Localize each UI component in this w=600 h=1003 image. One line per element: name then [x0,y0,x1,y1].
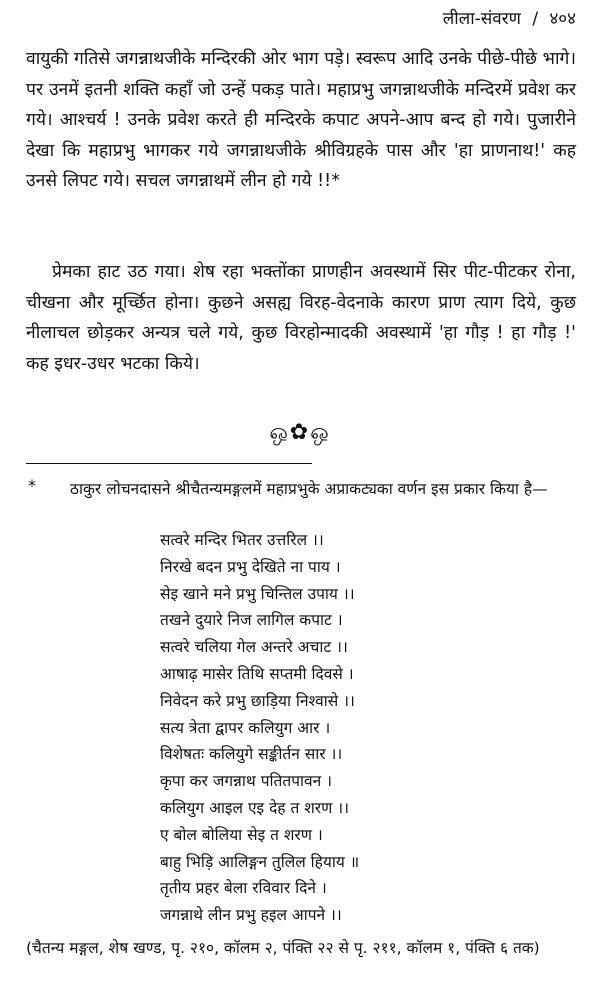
verse-line: कृपा कर जगन्नाथ पतितपावन । [160,772,333,791]
verse-line: विशेषतः कलियुगे सङ्कीर्तन सार ।। [160,745,343,764]
verse-line: सत्वरे चलिया गेल अन्तरे अचाट ।। [160,638,348,657]
verse-line: तखने दुयारे निज लागिल कपाट । [160,611,343,630]
footnote-marker: * [28,476,36,495]
verse-line: सेइ खाने मने प्रभु चिन्तिल उपाय ।। [160,584,355,603]
verse-block [160,527,560,929]
verse-line: सत्य त्रेता द्वापर कलियुग आर । [160,718,331,737]
verse-line: सत्वरे मन्दिर भितर उत्तरिल ।। [160,531,324,549]
header-divider: / [532,9,539,29]
verse-line: जगन्नाथे लीन प्रभु हइल आपने ।। [160,906,342,925]
running-header [443,8,576,30]
verse-line: आषाढ़ मासेर तिथि सप्तमी दिवसे । [160,664,354,683]
footnote-divider [26,463,312,464]
verse-line: निवेदन करे प्रभु छाड़िया निश्वासे ।। [160,691,355,710]
page-number: ४०४ [549,9,576,29]
verse-line: कलियुग आइल एइ देह त शरण ।। [160,798,349,817]
verse-line: निरखे बदन प्रभु देखिते ना पाय । [160,557,341,576]
body-paragraph-1: वायुकी गतिसे जगन्नाथजीके मन्दिरकी ओर भाग पड़े। स्वरूप आदि उनके पीछे-पीछे भागे। पर उनमें इतनी शक्ति कहाँ जो उन्हें पकड़ पाते। महाप्रभु जगन्नाथजीके मन्दिरमें प्रवेश कर गये। आश्चर्य ! उनके प्रवेश करते ही मन्दिरके कपाट अपने-आप बन्द हो गये। पुजारीने देखा कि महाप्रभु भागकर गये जगन्नाथजीके श्रीविग्रहके पास और 'हा प्राणनाथ!' कह उनसे लिपट गये। सचल जगन्नाथमें लीन हो गये !!* [26,49,576,191]
body-paragraph-2: प्रेमका हाट उठ गया। शेष रहा भक्तोंका प्राणहीन अवस्थामें सिर पीट-पीटकर रोना, चीखना और मूर्च्छित होना। कुछने असह्य विरह-वेदनाके कारण प्राण त्याग दिये, कुछ नीलाचल छोड़कर अन्यत्र चले गये, कुछ विरहोन्मादकी अवस्थामें 'हा गौड़ ! हा गौड़ !' कह इधर-उधर भटका किये। [26,262,576,374]
footnote-intro: ठाकुर लोचनदासने श्रीचैतन्यमङ्गलमें महाप्रभुके अप्राकट्यका वर्णन इस प्रकार किया है— [70,480,548,498]
header-title: लीला-संवरण [442,9,521,29]
section-ornament: ஒ✿ஒ [269,420,331,445]
verse-line: बाहु भिड़ि आलिङ्गन तुलिल हियाय ॥ [160,852,360,871]
verse-line: ए बोल बोलिया सेइ त शरण । [160,825,323,844]
footnote-citation: (चैतन्य मङ्गल, शेष खण्ड, पृ. २१०, कॉलम २, पंक्ति २२ से पृ. २११, कॉलम १, पंक्ति ६ तक) [26,939,540,957]
verse-line: तृतीय प्रहर बेला रविवार दिने । [160,879,327,898]
